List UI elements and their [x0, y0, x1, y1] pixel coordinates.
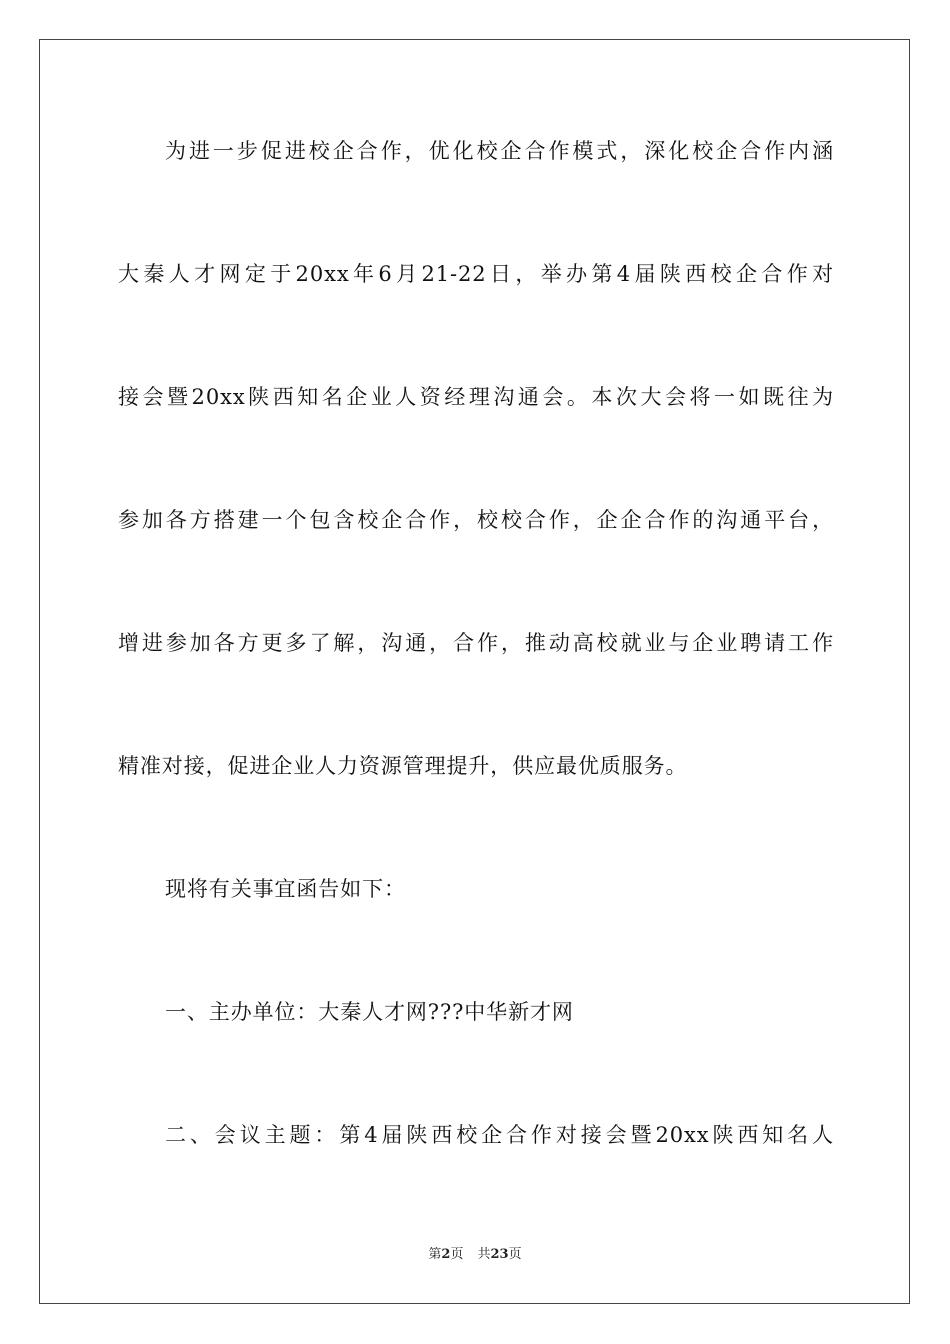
theme-line: 二、会议主题：第4届陕西校企合作对接会暨20xx陕西知名人 — [165, 1123, 834, 1147]
organizer-line: 一、主办单位：大秦人才网???中华新才网 — [165, 1000, 574, 1024]
paragraph-line-1: 为进一步促进校企合作，优化校企合作模式，深化校企合作内涵 — [165, 139, 834, 163]
page-frame — [39, 39, 910, 1304]
footer-total-pages: 23 — [490, 1247, 509, 1262]
paragraph-line-6: 精准对接，促进企业人力资源管理提升，供应最优质服务。 — [118, 754, 688, 778]
paragraph-line-2: 大秦人才网定于20xx年6月21-22日，举办第4届陕西校企合作对 — [118, 262, 834, 286]
paragraph-line-5: 增进参加各方更多了解，沟通，合作，推动高校就业与企业聘请工作 — [118, 631, 834, 655]
paragraph-line-4: 参加各方搭建一个包含校企合作，校校合作，企企合作的沟通平台， — [118, 508, 834, 532]
footer-page-suffix: 页 — [450, 1247, 464, 1262]
footer-total-prefix: 共 — [477, 1247, 491, 1262]
notice-intro-line: 现将有关事宜函告如下： — [165, 877, 406, 901]
paragraph-line-3: 接会暨20xx陕西知名企业人资经理沟通会。本次大会将一如既往为 — [118, 385, 834, 409]
footer-page-number: 2 — [441, 1247, 451, 1262]
footer-page-prefix: 第 — [428, 1247, 442, 1262]
page-footer — [0, 1246, 950, 1264]
footer-total-suffix: 页 — [508, 1247, 522, 1262]
